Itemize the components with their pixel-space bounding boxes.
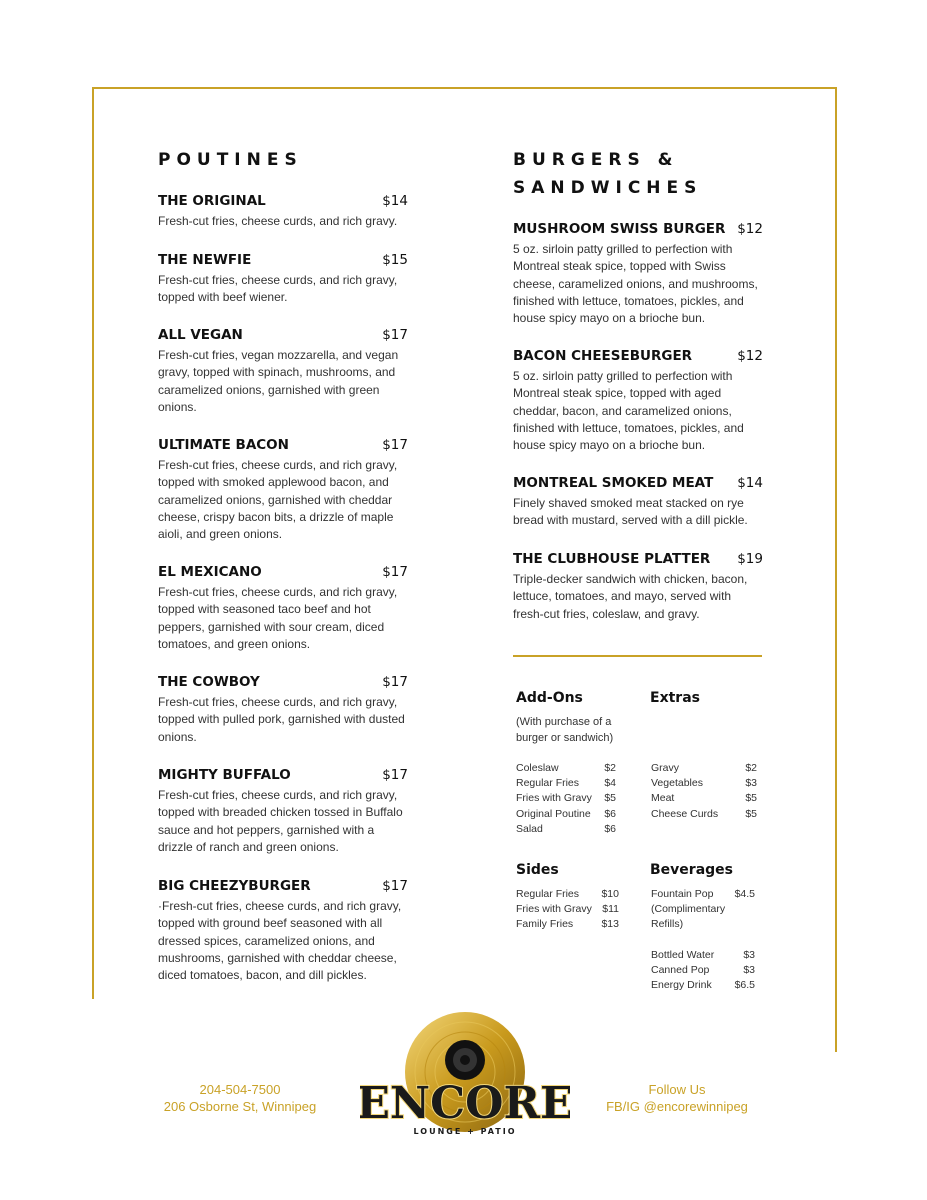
- item-name: THE ORIGINAL: [158, 193, 266, 209]
- price-row-name: Coleslaw: [516, 762, 559, 774]
- price-row-name: Meat: [651, 792, 675, 805]
- price-row-price: $4: [604, 777, 616, 790]
- price-row-name: Energy Drink: [651, 979, 712, 992]
- price-row-name: Fountain Pop: [651, 888, 714, 900]
- price-row: [651, 791, 757, 806]
- price-row-price: $3: [745, 777, 757, 790]
- item-price: $17: [382, 674, 408, 690]
- price-row: [516, 776, 616, 791]
- price-row-price: $5: [604, 792, 616, 805]
- menu-item: [158, 564, 408, 653]
- price-row: [651, 963, 755, 978]
- price-row-name: Family Fries: [516, 918, 574, 931]
- price-row-price: $3: [743, 963, 755, 976]
- frame-right-border: [835, 87, 837, 1052]
- price-row-price: $13: [601, 918, 619, 931]
- item-price: $12: [737, 221, 763, 237]
- item-name: ULTIMATE BACON: [158, 437, 289, 453]
- item-description: ·Fresh-cut fries, cheese curds, and rich gravy, topped with ground beef seasoned with all dressed spices, caramelized onions, and mushrooms, garnished with cheddar cheese, diced tomatoes, bacon, and dill pickles.: [158, 899, 402, 983]
- price-row-name: Vegetables: [651, 777, 703, 790]
- item-description: 5 oz. sirloin patty grilled to perfection with Montreal steak spice, topped with Swiss cheese, caramelized onions, and mushrooms, finished with lettuce, tomatoes, pickles, and house spicy mayo on a brioche bun.: [513, 242, 758, 326]
- item-name: BACON CHEESEBURGER: [513, 348, 693, 364]
- phone-number: 204-504-7500: [199, 1082, 281, 1097]
- price-row: [651, 807, 757, 822]
- menu-item: [158, 437, 408, 543]
- sides-list: [516, 887, 619, 933]
- item-description: Finely shaved smoked meat stacked on rye bread with mustard, served with a dill pickle.: [513, 496, 748, 528]
- menu-item: [513, 551, 763, 623]
- frame-left-border: [92, 87, 94, 999]
- fountain-note: (Complimentary Refills): [651, 903, 726, 931]
- item-description: Fresh-cut fries, cheese curds, and rich gravy, topped with seasoned taco beef and hot peppers, garnished with sour cream, diced tomatoes, and green onions.: [158, 585, 398, 651]
- menu-item: [513, 348, 763, 454]
- addons-title: Add-Ons: [516, 690, 583, 706]
- menu-item: [158, 878, 408, 984]
- item-price: $17: [382, 327, 408, 343]
- item-description: Fresh-cut fries, vegan mozzarella, and vegan gravy, topped with spinach, mushrooms, and caramelized onions, garnished with green onions.: [158, 348, 399, 414]
- menu-item: [158, 193, 408, 230]
- sides-title: Sides: [516, 862, 559, 878]
- extras-list: [651, 761, 757, 822]
- price-row-price: $6: [604, 807, 616, 820]
- price-row-name: Bottled Water: [651, 948, 715, 961]
- price-row-price: $5: [745, 792, 757, 805]
- logo-wordmark: ENCORE: [360, 1078, 570, 1129]
- item-description: Fresh-cut fries, cheese curds, and rich gravy, topped with breaded chicken tossed in Buffalo sauce and hot peppers, garnished with a drizzle of ranch and green onions.: [158, 788, 403, 854]
- price-row-name: Original Poutine: [516, 807, 591, 820]
- item-description: Fresh-cut fries, cheese curds, and rich gravy, topped with beef wiener.: [158, 273, 398, 305]
- item-price: $17: [382, 437, 408, 453]
- price-row: [651, 761, 757, 776]
- menu-item: [513, 221, 763, 327]
- item-price: $14: [737, 475, 763, 491]
- price-row-price: $3: [743, 948, 755, 961]
- price-row-name: Salad: [516, 822, 543, 835]
- price-row-price: $10: [601, 888, 619, 900]
- price-row-name: Fries with Gravy: [516, 903, 592, 916]
- item-description: Triple-decker sandwich with chicken, bacon, lettuce, tomatoes, and mayo, served with fresh-cut fries, coleslaw, and gravy.: [513, 572, 748, 621]
- vinyl-record-icon: [360, 1010, 570, 1140]
- price-row-price: $4.5: [734, 888, 755, 900]
- price-row-name: Regular Fries: [516, 777, 580, 790]
- price-row-price: $2: [745, 762, 757, 774]
- item-price: $12: [737, 348, 763, 364]
- price-row-price: $11: [602, 903, 619, 916]
- item-description: 5 oz. sirloin patty grilled to perfection with Montreal steak spice, topped with aged cheddar, bacon, and caramelized onions, finished with lettuce, tomatoes, pickles, and house spicy mayo on a brioche bun.: [513, 369, 744, 453]
- price-row: [651, 948, 755, 963]
- social-handle: FB/IG @encorewinnipeg: [606, 1099, 748, 1114]
- menu-item: [158, 327, 408, 416]
- price-row-name: Cheese Curds: [651, 807, 719, 820]
- burgers-title: [513, 146, 702, 202]
- price-row: [516, 902, 619, 917]
- price-row-name: Regular Fries: [516, 888, 580, 900]
- price-row-price: $5: [745, 807, 757, 820]
- price-row: [516, 822, 616, 837]
- social-info: [577, 1081, 777, 1115]
- menu-item: [158, 674, 408, 746]
- item-price: $15: [382, 252, 408, 268]
- follow-label: Follow Us: [648, 1082, 706, 1097]
- price-row: [516, 791, 616, 806]
- item-name: THE NEWFIE: [158, 252, 252, 268]
- price-row: [516, 887, 619, 902]
- menu-item: [158, 252, 408, 307]
- item-name: MUSHROOM SWISS BURGER: [513, 221, 726, 237]
- addons-list: [516, 761, 616, 837]
- address: 206 Osborne St, Winnipeg: [163, 1099, 317, 1114]
- section-divider: [513, 655, 762, 657]
- price-row-price: $6.5: [734, 979, 755, 992]
- item-name: MIGHTY BUFFALO: [158, 767, 291, 783]
- price-row-name: Fries with Gravy: [516, 792, 592, 805]
- item-description: Fresh-cut fries, cheese curds, and rich gravy, topped with pulled pork, garnished with dusted onions.: [158, 695, 405, 744]
- price-row: [651, 776, 757, 791]
- item-name: THE CLUBHOUSE PLATTER: [513, 551, 711, 567]
- frame-top-border: [92, 87, 837, 89]
- item-price: $17: [382, 767, 408, 783]
- item-price: $17: [382, 564, 408, 580]
- item-name: BIG CHEEZYBURGER: [158, 878, 311, 894]
- menu-item: [513, 475, 763, 530]
- extras-title: Extras: [650, 690, 700, 706]
- price-row: [651, 887, 755, 902]
- item-description: Fresh-cut fries, cheese curds, and rich gravy, topped with smoked applewood bacon, and caramelized onions, garnished with cheddar cheese, crispy bacon bits, a drizzle of maple aioli, and green onions.: [158, 458, 398, 542]
- price-row: [516, 917, 619, 932]
- price-row-price: $6: [604, 822, 616, 835]
- price-row: [651, 978, 755, 993]
- burgers-title-line2: SANDWICHES: [513, 178, 703, 198]
- menu-item: [158, 767, 408, 856]
- beverages-list: [651, 887, 755, 993]
- beverages-title: Beverages: [650, 862, 733, 878]
- logo-tagline: LOUNGE + PATIO: [413, 1127, 517, 1136]
- item-name: ALL VEGAN: [158, 327, 243, 343]
- item-name: MONTREAL SMOKED MEAT: [513, 475, 714, 491]
- encore-logo: [360, 1010, 570, 1140]
- item-description: Fresh-cut fries, cheese curds, and rich gravy.: [158, 214, 398, 228]
- contact-info: [140, 1081, 340, 1115]
- item-name: EL MEXICANO: [158, 564, 262, 580]
- price-row-price: $2: [604, 762, 616, 774]
- price-row-name: Gravy: [651, 762, 680, 774]
- item-price: $19: [737, 551, 763, 567]
- item-price: $14: [382, 193, 408, 209]
- addons-note: (With purchase of a burger or sandwich): [516, 716, 614, 744]
- price-row-name: Canned Pop: [651, 963, 710, 976]
- item-price: $17: [382, 878, 408, 894]
- item-name: THE COWBOY: [158, 674, 260, 690]
- poutines-title: POUTINES: [158, 150, 303, 170]
- price-row: [516, 807, 616, 822]
- burgers-title-line1: BURGERS &: [513, 150, 679, 170]
- price-row: [516, 761, 616, 776]
